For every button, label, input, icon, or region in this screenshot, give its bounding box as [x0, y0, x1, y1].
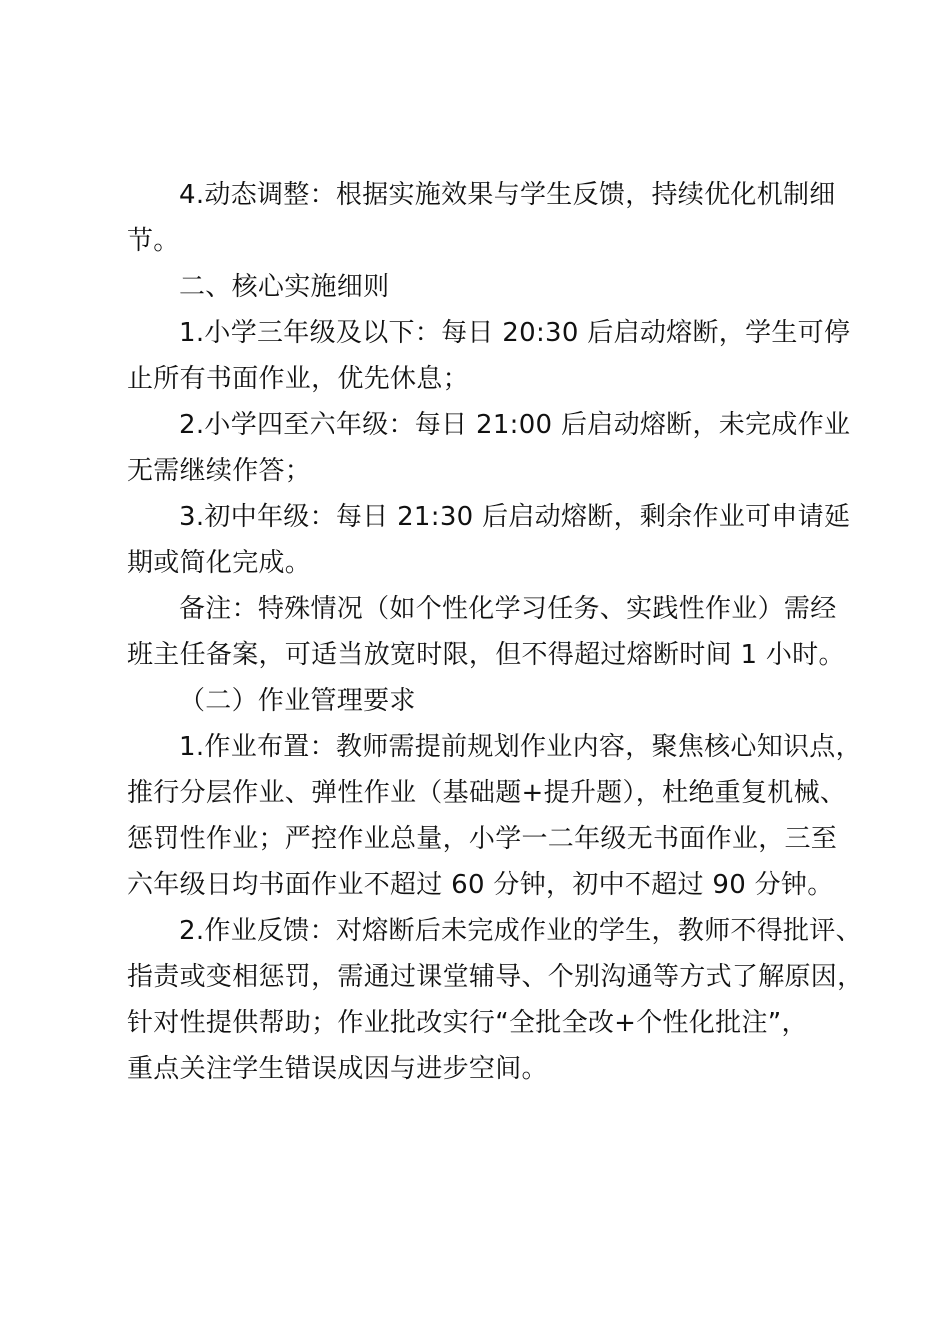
note-line: 班主任备案，可适当放宽时限，但不得超过熔断时间 1 小时。: [127, 640, 845, 670]
document-body: [127, 172, 864, 1092]
paragraph-line: 2.小学四至六年级：每日 21:00 后启动熔断，未完成作业: [179, 410, 851, 440]
paragraph-line: 无需继续作答；: [127, 456, 312, 486]
subsection-heading: （二）作业管理要求: [179, 686, 416, 716]
paragraph-line: 3.初中年级：每日 21:30 后启动熔断，剩余作业可申请延: [179, 502, 851, 532]
paragraph-line: 止所有书面作业，优先休息；: [127, 364, 469, 394]
paragraph-line: 重点关注学生错误成因与进步空间。: [127, 1054, 548, 1084]
paragraph-line: 2.作业反馈：对熔断后未完成作业的学生，教师不得批评、: [179, 916, 862, 946]
paragraph-line: 1.小学三年级及以下：每日 20:30 后启动熔断，学生可停: [179, 318, 851, 348]
section-heading: 二、核心实施细则: [179, 272, 390, 302]
note-line: 备注：特殊情况（如个性化学习任务、实践性作业）需经: [179, 594, 837, 624]
paragraph-line: 六年级日均书面作业不超过 60 分钟，初中不超过 90 分钟。: [127, 870, 834, 900]
paragraph-line: 1.作业布置：教师需提前规划作业内容，聚焦核心知识点，: [179, 732, 862, 762]
paragraph-line: 推行分层作业、弹性作业（基础题+提升题），杜绝重复机械、: [127, 778, 847, 808]
paragraph-line: 期或简化完成。: [127, 548, 312, 578]
paragraph-line: 指责或变相惩罚，需通过课堂辅导、个别沟通等方式了解原因，: [127, 962, 864, 992]
paragraph-line: 4.动态调整：根据实施效果与学生反馈，持续优化机制细: [179, 180, 836, 210]
paragraph-line: 惩罚性作业；严控作业总量，小学一二年级无书面作业，三至: [127, 824, 838, 854]
paragraph-line: 针对性提供帮助；作业批改实行“全批全改+个性化批注”，: [127, 1008, 808, 1038]
paragraph-line: 节。: [127, 226, 180, 256]
